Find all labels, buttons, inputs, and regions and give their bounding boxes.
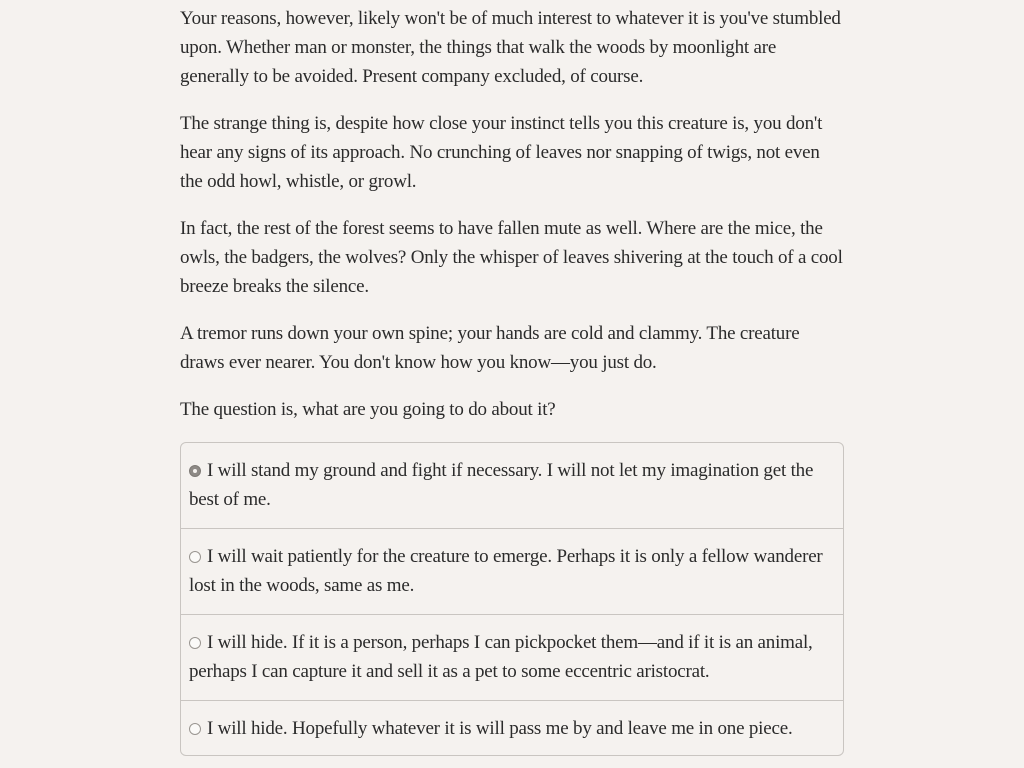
choice-list [180, 442, 844, 756]
story-page [180, 4, 844, 756]
story-paragraph: A tremor runs down your own spine; your hands are cold and clammy. The creature draws ever nearer. You don't know how you know—you just do. [180, 323, 800, 373]
radio-selected-icon[interactable] [189, 465, 201, 477]
choice-option-stand-ground[interactable] [181, 443, 843, 529]
choice-option-wait-patiently[interactable] [181, 529, 843, 615]
radio-unselected-icon[interactable] [189, 637, 201, 649]
choice-label: I will hide. Hopefully whatever it is will pass me by and leave me in one piece. [207, 718, 793, 739]
choice-option-hide-pickpocket[interactable] [181, 615, 843, 701]
story-paragraph: The strange thing is, despite how close your instinct tells you this creature is, you don't hear any signs of its approach. No crunching of leaves nor snapping of twigs, not even the odd howl, whistle, or growl. [180, 113, 823, 192]
story-paragraph: In fact, the rest of the forest seems to have fallen mute as well. Where are the mice, the owls, the badgers, the wolves? Only the whisper of leaves shivering at the touch of a cool breeze breaks the silence. [180, 218, 843, 297]
choice-label: I will hide. If it is a person, perhaps I can pickpocket them—and if it is an animal, perhaps I can capture it and sell it as a pet to some eccentric aristocrat. [189, 632, 813, 682]
radio-unselected-icon[interactable] [189, 551, 201, 563]
choice-label: I will stand my ground and fight if necessary. I will not let my imagination get the best of me. [189, 460, 814, 510]
radio-unselected-icon[interactable] [189, 723, 201, 735]
story-question: The question is, what are you going to do about it? [180, 399, 556, 420]
story-paragraph: Your reasons, however, likely won't be of much interest to whatever it is you've stumbled upon. Whether man or monster, the things that walk the woods by moonlight are generally to be avoided. Present company excluded, of course. [180, 8, 841, 87]
choice-option-hide-pass[interactable] [181, 701, 843, 755]
choice-label: I will wait patiently for the creature to emerge. Perhaps it is only a fellow wanderer lost in the woods, same as me. [189, 546, 823, 596]
